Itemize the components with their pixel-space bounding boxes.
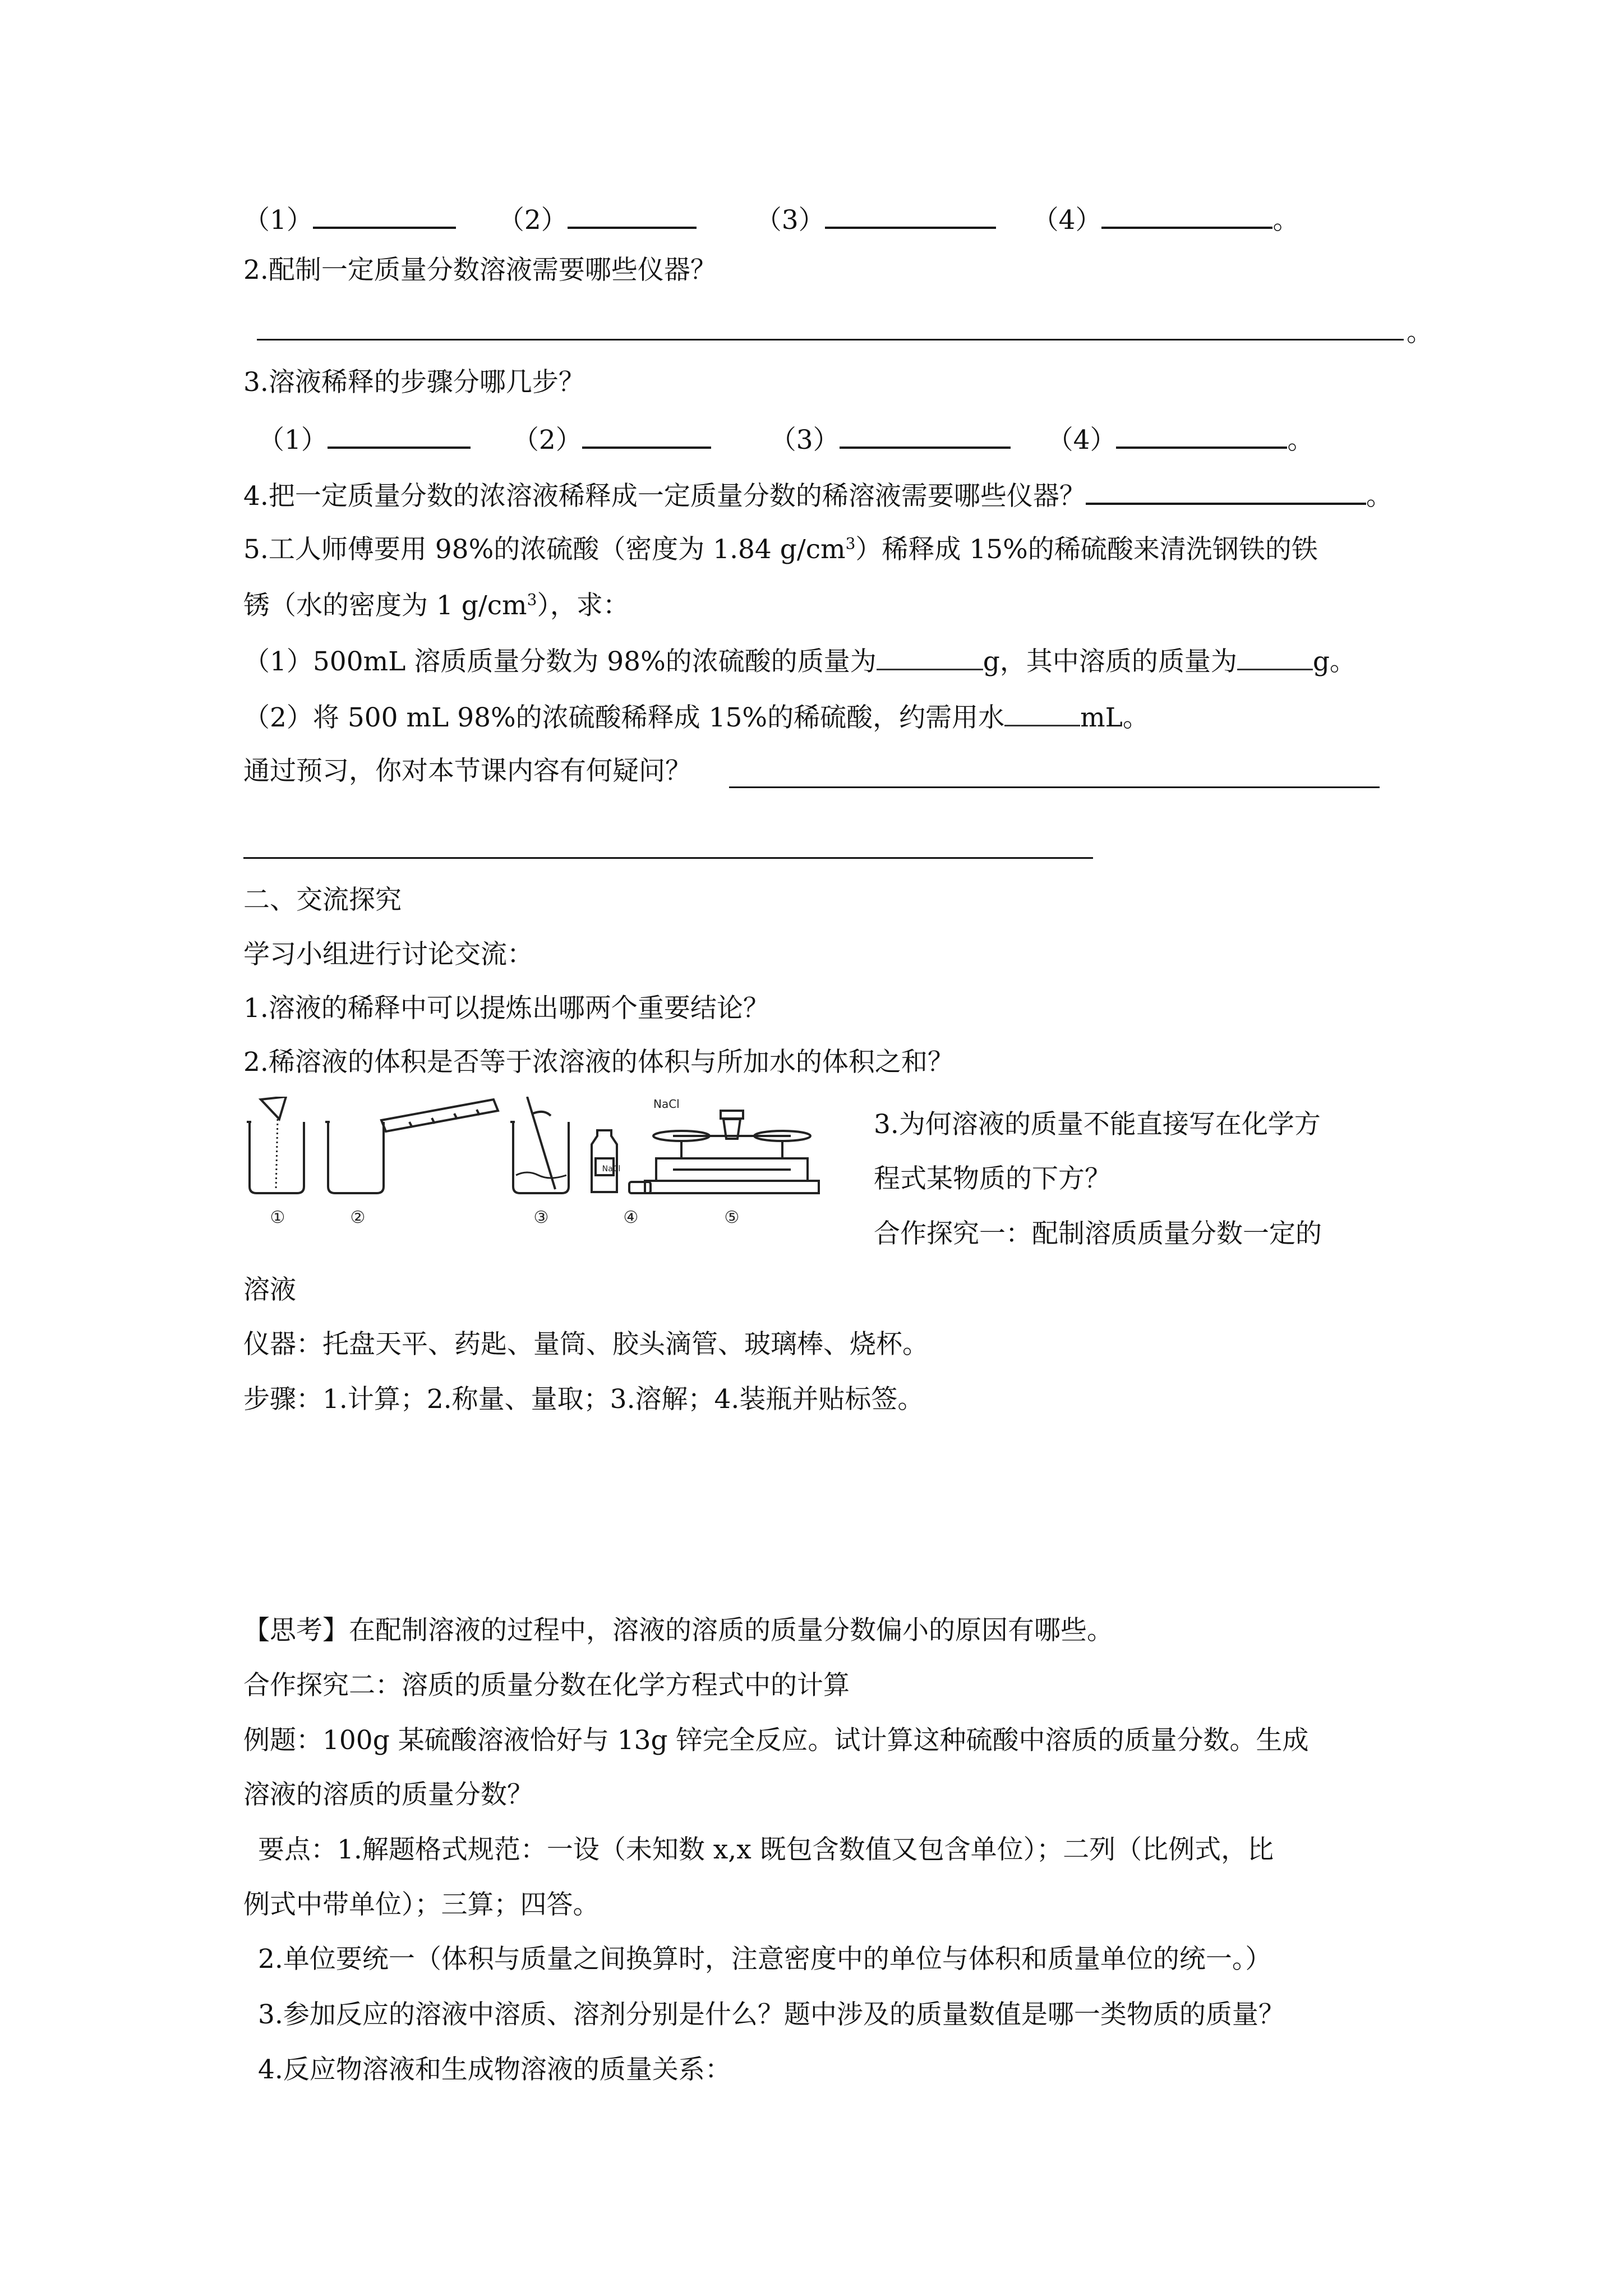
key-point-4: 4.反应物溶液和生成物溶液的质量关系： (258, 2054, 731, 2085)
text: mL。 (1080, 702, 1149, 733)
answer-blank[interactable] (840, 422, 1011, 449)
question-3: 3.溶液稀释的步骤分哪几步？ (243, 367, 585, 398)
q1-item-label: （4） (1032, 205, 1102, 236)
instruments-line: 仪器：托盘天平、药匙、量筒、胶头滴管、玻璃棒、烧杯。 (243, 1329, 929, 1360)
answer-blank[interactable] (568, 202, 697, 229)
balance-label: NaCl (653, 1097, 680, 1111)
question-4 (243, 478, 1393, 513)
question-5-line1 (243, 533, 1318, 567)
superscript: 3 (527, 590, 537, 609)
answer-blank[interactable] (1237, 644, 1313, 670)
text: g，其中溶质的质量为 (983, 646, 1237, 677)
answer-blank[interactable] (1004, 700, 1080, 726)
q3-item-label: （2） (512, 425, 582, 455)
question-prompt: 通过预习，你对本节课内容有何疑问？ (243, 756, 691, 786)
question-5-sub1 (243, 644, 1356, 679)
q1-item-label: （2） (497, 205, 568, 236)
period: 。 (1272, 205, 1299, 236)
text: 锈（水的密度为 1 g/cm (243, 590, 527, 621)
figure-label-4: ④ (623, 1208, 639, 1227)
bottle-label: NaCl (602, 1165, 621, 1174)
answer-line[interactable] (243, 857, 1093, 859)
q3-item-label: （3） (769, 425, 840, 455)
answer-blank[interactable] (825, 202, 996, 229)
key-point-1-line2: 例式中带单位）；三算；四答。 (243, 1889, 600, 1920)
think-line: 【思考】在配制溶液的过程中，溶液的溶质的质量分数偏小的原因有哪些。 (243, 1615, 1113, 1646)
discussion-q3-line2: 程式某物质的下方？ (874, 1163, 1111, 1194)
q1-item-label: （1） (243, 205, 313, 236)
answer-blank[interactable] (1086, 478, 1366, 505)
period: 。 (1407, 317, 1433, 348)
figure-label-1: ① (270, 1208, 285, 1227)
text: ）稀释成 15%的稀硫酸来清洗钢铁的铁 (855, 534, 1318, 565)
text: g。 (1312, 646, 1356, 677)
text: ），求： (537, 590, 629, 621)
coop1-title-line2: 溶液 (243, 1274, 296, 1305)
key-point-2: 2.单位要统一（体积与质量之间换算时，注意密度中的单位与体积和质量单位的统一。） (258, 1944, 1272, 1975)
coop1-title-line1: 合作探究一：配制溶质质量分数一定的 (874, 1218, 1322, 1249)
beaker-3 (513, 1122, 569, 1193)
answer-line[interactable] (257, 339, 1404, 341)
stirring-rod (527, 1097, 555, 1189)
period: 。 (1287, 425, 1314, 455)
superscript: 3 (845, 534, 856, 553)
pouring-paper (261, 1097, 286, 1119)
discussion-q2: 2.稀溶液的体积是否等于浓溶液的体积与所加水的体积之和？ (243, 1047, 954, 1078)
procedure-figure (230, 1097, 864, 1228)
example-line2: 溶液的溶质的质量分数？ (243, 1779, 533, 1810)
answer-blank[interactable] (313, 202, 456, 229)
text: 5.工人师傅要用 98%的浓硫酸（密度为 1.84 g/cm (243, 534, 846, 565)
discussion-q3-line1: 3.为何溶液的质量不能直接写在化学方 (874, 1109, 1321, 1140)
text: （1）500mL 溶质质量分数为 98%的浓硫酸的质量为 (243, 646, 877, 677)
graduated-cylinder (381, 1099, 498, 1131)
q1-answer-row (243, 202, 1299, 237)
question-4-text: 4.把一定质量分数的浓溶液稀释成一定质量分数的稀溶液需要哪些仪器？ (243, 481, 1086, 512)
answer-line[interactable] (729, 786, 1380, 788)
figure-label-3: ③ (533, 1208, 549, 1227)
q1-item-label: （3） (755, 205, 825, 236)
steps-line: 步骤：1.计算；2.称量、量取；3.溶解；4.装瓶并贴标签。 (243, 1384, 924, 1415)
key-point-3: 3.参加反应的溶液中溶质、溶剂分别是什么？题中涉及的质量数值是哪一类物质的质量？ (258, 1999, 1285, 2030)
example-line1: 例题：100g 某硫酸溶液恰好与 13g 锌完全反应。试计算这种硫酸中溶质的质量分数。生成 (243, 1725, 1309, 1756)
question-2: 2.配制一定质量分数溶液需要哪些仪器？ (243, 255, 717, 286)
discussion-q1: 1.溶液的稀释中可以提炼出哪两个重要结论？ (243, 993, 769, 1024)
bottle-stopper (629, 1182, 651, 1193)
answer-blank[interactable] (582, 422, 711, 449)
text: （2）将 500 mL 98%的浓硫酸稀释成 15%的稀硫酸，约需用水 (243, 702, 1005, 733)
key-point-1-line1: 要点：1.解题格式规范：一设（未知数 x,x 既包含数值又包含单位）；二列（比例式，比 (258, 1834, 1274, 1865)
question-5-line2 (243, 589, 629, 623)
question-5-sub2 (243, 700, 1149, 735)
answer-blank[interactable] (877, 644, 983, 670)
answer-blank[interactable] (328, 422, 471, 449)
coop2-title: 合作探究二：溶质的质量分数在化学方程式中的计算 (243, 1670, 850, 1701)
answer-blank[interactable] (1101, 202, 1272, 229)
period: 。 (1366, 481, 1393, 512)
q3-item-label: （1） (258, 425, 328, 455)
section-heading: 二、交流探究 (243, 885, 402, 915)
figure-label-2: ② (350, 1208, 366, 1227)
q3-answer-row (258, 422, 1313, 457)
q3-item-label: （4） (1046, 425, 1117, 455)
answer-blank[interactable] (1116, 422, 1287, 449)
beaker-2 (328, 1122, 384, 1193)
figure-label-5: ⑤ (724, 1208, 740, 1227)
discussion-intro: 学习小组进行讨论交流： (243, 939, 533, 970)
